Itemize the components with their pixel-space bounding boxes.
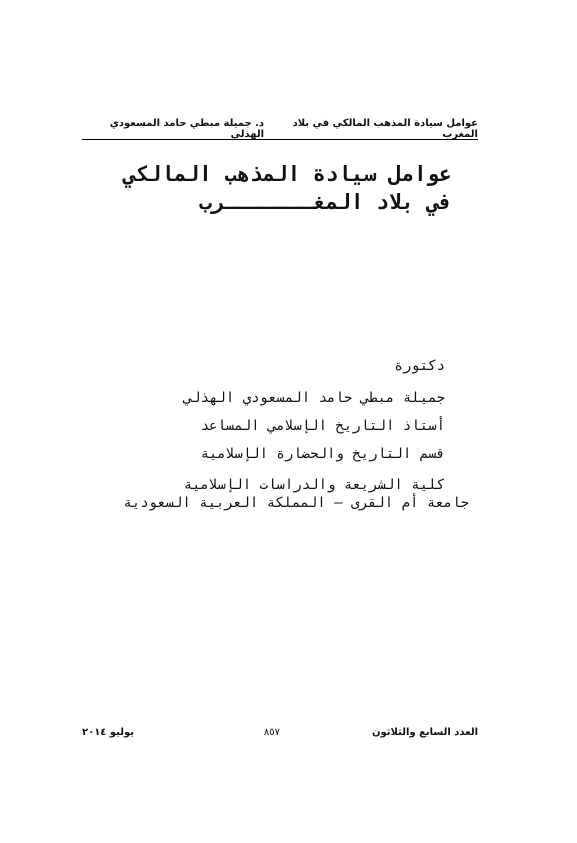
- title-line-2: في بلاد المغـــــــرب: [199, 190, 452, 214]
- author-degree: دكتورة: [394, 358, 445, 374]
- title-line-1: عوامل سيادة المذهب المالكي: [123, 162, 452, 186]
- article-title: [100, 160, 452, 216]
- author-name: جميلة مبطي حامد المسعودي الهذلي: [183, 390, 445, 406]
- footer-date: يوليو ٢٠١٤: [82, 727, 135, 738]
- running-header: [82, 120, 478, 140]
- running-footer: [82, 727, 478, 743]
- author-university: جامعة أم القرى – المملكة العربية السعودية: [123, 495, 469, 511]
- header-author: د. جميلة مبطي حامد المسعودي الهذلي: [109, 118, 265, 140]
- author-block: [95, 358, 469, 512]
- author-position: أستاذ التاريخ الإسلامي المساعد: [200, 418, 445, 434]
- author-department: قسم التاريخ والحضارة الإسلامية: [200, 446, 445, 462]
- header-journal-topic: عوامل سيادة المذهب المالكي في بلاد المغرب: [292, 118, 478, 140]
- page-number: ٨٥٧: [263, 727, 280, 738]
- header-divider: [82, 139, 478, 140]
- author-faculty: كلية الشريعة والدراسات الإسلامية: [183, 477, 445, 493]
- footer-issue: العدد السابع والثلاثون: [371, 727, 478, 738]
